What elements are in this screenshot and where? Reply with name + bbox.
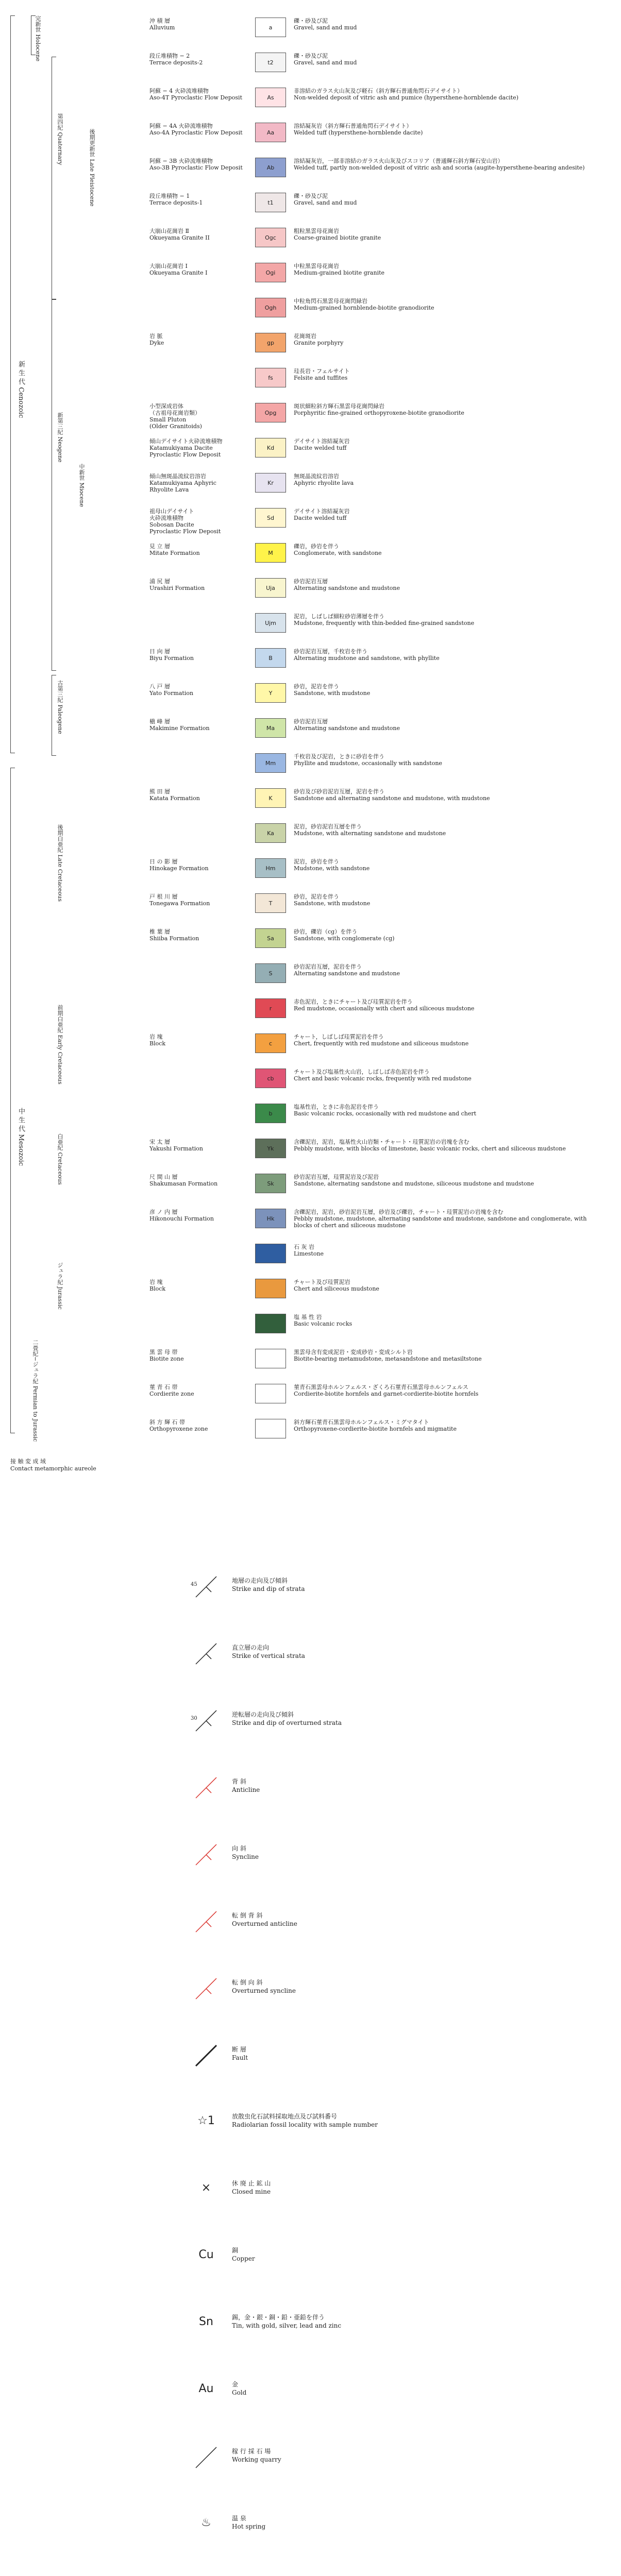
- legend-row: [149, 1066, 603, 1091]
- unit-swatch: Ka: [255, 823, 286, 843]
- legend-row: [149, 856, 603, 881]
- unit-description: デイサイト溶結凝灰岩 Dacite welded tuff: [294, 438, 350, 451]
- legend-row: [149, 15, 603, 40]
- unit-swatch: K: [255, 788, 286, 808]
- symbol-label: 転 倒 向 斜 Overturned syncline: [232, 1979, 296, 1994]
- era-cretaceous: 白亜紀 Cretaceous: [57, 1133, 63, 1185]
- symbol-label: 逆転層の走向及び傾斜 Strike and dip of overturned strata: [232, 1711, 342, 1726]
- symbol-label: 金 Gold: [232, 2381, 247, 2396]
- unit-swatch: Hk: [255, 1209, 286, 1228]
- unit-description: 塩 基 性 岩 Basic volcanic rocks: [294, 1314, 353, 1327]
- unit-description: チャート及び塩基性火山岩，しばしば赤色泥岩を伴う Chert and basic volcanic rocks, frequently with red mudstone: [294, 1069, 472, 1082]
- legend-row: [149, 436, 603, 461]
- legend-row: [149, 1137, 603, 1161]
- unit-description: 砂岩及び砂岩泥岩互層，泥岩を伴う Sandstone and alternating sandstone and mudstone, with mudstone: [294, 788, 490, 802]
- strike-dip-icon: [191, 1571, 222, 1602]
- unit-swatch: b: [255, 1104, 286, 1123]
- legend-row: [149, 786, 603, 811]
- unit-description: 礫・砂及び泥 Gravel, sand and mud: [294, 53, 357, 66]
- unit-description: 泥岩，砂岩泥岩互層を伴う Mudstone, with alternating sandstone and mudstone: [294, 823, 446, 837]
- anticline-icon: [191, 1772, 222, 1803]
- symbol-row: [191, 2442, 448, 2483]
- quaternary-brace: [52, 57, 56, 300]
- unit-description: デイサイト溶結凝灰岩 Dacite welded tuff: [294, 508, 350, 521]
- legend-row: [149, 1417, 603, 1442]
- unit-name: 熊 田 層 Katata Formation: [149, 788, 200, 802]
- unit-name: 宋 太 層 Yakushi Formation: [149, 1139, 204, 1152]
- legend-row: [149, 821, 603, 846]
- unit-description: 珪長岩・フェルサイト Felsite and tuffites: [294, 368, 350, 381]
- unit-swatch: As: [255, 88, 286, 107]
- unit-description: 砂岩泥岩互層 Alternating sandstone and mudstone: [294, 718, 400, 732]
- legend-row: [149, 156, 603, 180]
- legend-row: [149, 1172, 603, 1196]
- unit-description: 非溶結のガラス火山灰及び軽石（斜方輝石普通角閃石デイサイト） Non-welded deposit of vitric ash and pumice (hypersthene-hornblende dacite): [294, 88, 518, 101]
- unit-name: 日 の 影 層 Hinokage Formation: [149, 858, 209, 872]
- unit-description: 砂岩泥岩互層，泥岩を伴う Alternating sandstone and mudstone: [294, 963, 400, 977]
- unit-name: 大崩山花崗岩 Ⅱ Okueyama Granite II: [149, 228, 210, 241]
- gold-icon: [191, 2375, 222, 2406]
- unit-name: 傾山デイサイト火砕流堆積物 Katamukiyama Dacite Pyroclastic Flow Deposit: [149, 438, 223, 458]
- symbol-label: 向 斜 Syncline: [232, 1845, 259, 1860]
- legend-row: [149, 1101, 603, 1126]
- unit-swatch: Sd: [255, 508, 286, 528]
- symbol-text: Sn: [199, 2315, 213, 2328]
- unit-description: 斜方輝石菫青石黒雲母ホルンフェルス・ミグマタイト Orthopyroxene-cordierite-biotite hornfels and migmatite: [294, 1419, 457, 1432]
- legend-row: [149, 1382, 603, 1406]
- legend-row: [149, 366, 603, 391]
- unit-name: 祖母山デイサイト 火砕流堆積物 Sobosan Dacite Pyroclastic Flow Deposit: [149, 508, 221, 535]
- unit-description: 含礫泥岩，泥岩，塩基性火山岩類・チャート・珪質泥岩の岩塊を含む Pebbly mudstone, with blocks of limestone, basic volcanic rocks, chert and siliceous mudstone: [294, 1139, 566, 1152]
- symbol-number: 30: [191, 1716, 197, 1721]
- unit-name: 岩 脈 Dyke: [149, 333, 164, 346]
- legend-row: [149, 261, 603, 285]
- symbol-row: [191, 1839, 448, 1880]
- symbol-label: 地層の走向及び傾斜 Strike and dip of strata: [232, 1577, 305, 1592]
- legend-row: [149, 401, 603, 430]
- unit-swatch: Yk: [255, 1139, 286, 1158]
- symbol-row: [191, 2174, 448, 2215]
- unit-swatch: Ujm: [255, 613, 286, 633]
- unit-name: 黒 雲 母 帯 Biotite zone: [149, 1349, 184, 1362]
- unit-name: 八 戸 層 Yato Formation: [149, 683, 194, 697]
- era-late-cretaceous: 後期白亜紀 Late Cretaceous: [57, 824, 63, 902]
- unit-description: 斑状細粒斜方輝石黒雲母花崗閃緑岩 Porphyritic fine-grained orthopyroxene-biotite granodiorite: [294, 403, 464, 416]
- symbol-row: [191, 2040, 448, 2081]
- symbol-text: ☆1: [197, 2114, 215, 2127]
- unit-swatch: a: [255, 18, 286, 37]
- unit-description: 泥岩，砂岩を伴う Mudstone, with sandstone: [294, 858, 370, 872]
- legend-row: [149, 1277, 603, 1301]
- legend-row: [149, 751, 603, 776]
- unit-swatch: Uja: [255, 578, 286, 598]
- era-permian-jurassic: 二畳紀−ジュラ紀 Permian to Jurassic: [32, 1340, 39, 1442]
- fault-icon: [191, 2040, 222, 2071]
- unit-swatch: [255, 1279, 286, 1298]
- unit-name: 日 向 層 Biyu Formation: [149, 648, 194, 662]
- unit-description: 中粒黒雲母花崗岩 Medium-grained biotite granite: [294, 263, 385, 276]
- unit-name: 彦 ノ 内 層 Hikonouchi Formation: [149, 1209, 214, 1222]
- symbol-text: Au: [198, 2382, 214, 2395]
- unit-swatch: [255, 1384, 286, 1403]
- symbol-row: [191, 2509, 448, 2550]
- legend-row: [149, 891, 603, 916]
- closed-mine-icon: [191, 2174, 222, 2205]
- unit-swatch: [255, 1349, 286, 1368]
- copper-icon: [191, 2241, 222, 2272]
- unit-description: 泥岩，しばしば細粒砂岩薄層を伴う Mudstone, frequently with thin-bedded fine-grained sandstone: [294, 613, 475, 626]
- unit-swatch: [255, 1419, 286, 1438]
- unit-swatch: B: [255, 648, 286, 668]
- unit-name: 阿蘇 − 4 火砕流堆積物 Aso-4T Pyroclastic Flow Deposit: [149, 88, 242, 101]
- legend-row: [149, 576, 603, 601]
- unit-name: 浦 尻 層 Urashiri Formation: [149, 578, 205, 591]
- unit-swatch: Ma: [255, 718, 286, 738]
- legend-row: [149, 296, 603, 320]
- symbol-label: 転 倒 背 斜 Overturned anticline: [232, 1912, 297, 1927]
- unit-swatch: [255, 1244, 286, 1263]
- unit-name: 小型深成岩体 （古祖母花崗岩類） Small Pluton (Older Granitoids): [149, 403, 202, 430]
- legend-row: [149, 681, 603, 706]
- era-cenozoic: 新 生 代 Cenozoic: [17, 361, 25, 418]
- unit-name: 槇 峰 層 Makimine Formation: [149, 718, 210, 732]
- unit-swatch: Y: [255, 683, 286, 703]
- unit-name: 見 立 層 Mitate Formation: [149, 543, 200, 556]
- legend-row: [149, 1347, 603, 1371]
- symbol-label: 背 斜 Anticline: [232, 1778, 260, 1793]
- unit-description: 含礫泥岩，泥岩，砂岩泥岩互層，砂岩及び礫岩，チャート・珪質泥岩の岩塊を含む Pebbly mudstone, mudstone, alternating sandstone and mudstone, sandstone and conglomerate, with blocks of chert and siliceous mudstone: [294, 1209, 587, 1229]
- legend-row: [149, 1031, 603, 1056]
- tin-icon: [191, 2308, 222, 2339]
- unit-name: 岩 塊 Block: [149, 1033, 166, 1047]
- overturned-strata-icon: [191, 1705, 222, 1736]
- legend-row: [149, 471, 603, 496]
- symbol-label: 休 廃 止 鉱 山 Closed mine: [232, 2180, 271, 2195]
- unit-swatch: Opg: [255, 403, 286, 422]
- unit-description: 砂岩泥岩互層，珪質泥岩及び泥岩 Sandstone, alternating sandstone and mudstone, siliceous mudstone and mudstone: [294, 1174, 534, 1187]
- legend-row: [149, 716, 603, 741]
- unit-description: 砂岩泥岩互層，千枚岩を伴う Alternating mudstone and sandstone, with phyllite: [294, 648, 440, 662]
- unit-swatch: t2: [255, 53, 286, 72]
- symbol-row: [191, 2375, 448, 2416]
- unit-swatch: S: [255, 963, 286, 983]
- unit-name: 岩 塊 Block: [149, 1279, 166, 1292]
- legend-row: [149, 646, 603, 671]
- unit-swatch: M: [255, 543, 286, 563]
- unit-swatch: Mm: [255, 753, 286, 773]
- era-jurassic: ジュラ紀 Jurassic: [57, 1262, 63, 1310]
- unit-name: 阿蘇 − 4A 火砕流堆積物 Aso-4A Pyroclastic Flow Deposit: [149, 123, 243, 136]
- unit-description: 砂岩泥岩互層 Alternating sandstone and mudstone: [294, 578, 400, 591]
- unit-description: 溶結凝灰岩（斜方輝石普通角閃石デイサイト） Welded tuff (hypersthene-hornblende dacite): [294, 123, 423, 136]
- unit-name: 沖 積 層 Alluvium: [149, 18, 175, 31]
- symbol-row: [191, 2241, 448, 2282]
- era-quaternary: 第四紀 Quaternary: [57, 113, 63, 165]
- era-mesozoic: 中 生 代 Mesozoic: [17, 1108, 25, 1166]
- unit-swatch: Ogi: [255, 263, 286, 282]
- contact-metamorphic-label: 接 触 変 成 域 Contact metamorphic aureole: [10, 1458, 96, 1472]
- legend-row: [149, 121, 603, 145]
- symbol-row: [191, 1638, 448, 1680]
- unit-description: 砂岩，泥岩を伴う Sandstone, with mudstone: [294, 893, 371, 907]
- symbol-number: 45: [191, 1582, 197, 1587]
- legend-row: [149, 331, 603, 355]
- neogene-brace: [52, 299, 56, 671]
- era-late-pleistocene: 後期更新世 Late Pleistocene: [89, 129, 95, 207]
- symbol-label: 銅 Copper: [232, 2247, 255, 2262]
- unit-name: 斜 方 輝 石 帯 Orthopyroxene zone: [149, 1419, 208, 1432]
- era-miocene: 中新世 Miocene: [78, 464, 85, 507]
- era-neogene: 新第三紀 Neogene: [57, 412, 63, 463]
- hot-spring-icon: [191, 2509, 222, 2540]
- unit-description: 塩基性岩，ときに赤色泥岩を伴う Basic volcanic rocks, occasionally with red mudstone and chert: [294, 1104, 477, 1117]
- legend-row: [149, 50, 603, 75]
- unit-description: 礫岩，砂岩を伴う Conglomerate, with sandstone: [294, 543, 382, 556]
- unit-description: 粗粒黒雲母花崗岩 Coarse-grained biotite granite: [294, 228, 381, 241]
- unit-name: 段丘堆積物 − 1 Terrace deposits-1: [149, 193, 203, 206]
- era-early-cretaceous: 前期白亜紀 Early Cretaceous: [57, 1005, 63, 1084]
- unit-swatch: Sk: [255, 1174, 286, 1193]
- vertical-strata-icon: [191, 1638, 222, 1669]
- unit-swatch: r: [255, 998, 286, 1018]
- fossil-locality-icon: [191, 2107, 222, 2138]
- symbol-row: [191, 2308, 448, 2349]
- legend-row: [149, 1312, 603, 1336]
- unit-description: 中粒角閃石黒雲母花崗閃緑岩 Medium-grained hornblende-biotite granodiorite: [294, 298, 434, 311]
- unit-name: 戸 根 川 層 Tonegawa Formation: [149, 893, 210, 907]
- unit-swatch: Aa: [255, 123, 286, 142]
- symbol-row: [191, 1973, 448, 2014]
- unit-name: 大崩山花崗岩 Ⅰ Okueyama Granite I: [149, 263, 208, 276]
- unit-swatch: [255, 1314, 286, 1333]
- unit-swatch: Ab: [255, 158, 286, 177]
- unit-name: 阿蘇 − 3B 火砕流堆積物 Aso-3B Pyroclastic Flow Deposit: [149, 158, 243, 171]
- era-holocene: 完新世 Holocene: [35, 15, 41, 62]
- unit-description: 礫・砂及び泥 Gravel, sand and mud: [294, 193, 357, 206]
- symbol-label: 稼 行 採 石 場 Working quarry: [232, 2448, 281, 2463]
- overturned-syncline-icon: [191, 1973, 222, 2004]
- unit-swatch: Ogh: [255, 298, 286, 317]
- unit-swatch: Sa: [255, 928, 286, 948]
- legend-row: [149, 961, 603, 986]
- unit-description: 赤色泥岩，ときにチャート及び珪質泥岩を伴う Red mudstone, occasionally with chert and siliceous mudstone: [294, 998, 475, 1012]
- legend-row: [149, 506, 603, 535]
- era-paleogene: 古第三紀 Paleogene: [57, 680, 63, 734]
- legend-row: [149, 541, 603, 566]
- symbol-row: [191, 1571, 448, 1613]
- unit-swatch: T: [255, 893, 286, 913]
- unit-name: 菫 青 石 帯 Cordierite zone: [149, 1384, 194, 1397]
- legend-row: [149, 926, 603, 951]
- unit-description: 石 灰 岩 Limestone: [294, 1244, 324, 1257]
- unit-name: 段丘堆積物 − 2 Terrace deposits-2: [149, 53, 203, 66]
- unit-swatch: gp: [255, 333, 286, 352]
- unit-swatch: Ogc: [255, 228, 286, 247]
- symbol-row: [191, 1772, 448, 1814]
- unit-description: 砂岩，礫岩（cg）を伴う Sandstone, with conglomerate (cg): [294, 928, 395, 942]
- unit-name: 傾山無斑晶流紋岩溶岩 Katamukiyama Aphyric Rhyolite Lava: [149, 473, 216, 493]
- overturned-anticline-icon: [191, 1906, 222, 1937]
- legend-row: [149, 996, 603, 1021]
- symbol-row: [191, 1705, 448, 1747]
- unit-description: 溶結凝灰岩，一部非溶結のガラス火山灰及びスコリア（普通輝石斜方輝石安山岩） Welded tuff, partly non-welded deposit of vitric ash and scoria (augite-hypersthene-bearing andesite): [294, 158, 585, 171]
- symbol-row: [191, 2107, 448, 2148]
- unit-swatch: fs: [255, 368, 286, 387]
- unit-description: 無斑晶流紋岩溶岩 Aphyric rhyolite lava: [294, 473, 354, 486]
- unit-description: チャート，しばしば珪質泥岩を伴う Chert, frequently with red mudstone and siliceous mudstone: [294, 1033, 469, 1047]
- unit-swatch: Hm: [255, 858, 286, 878]
- legend-row: [149, 86, 603, 110]
- legend-row: [149, 226, 603, 250]
- unit-name: 椎 葉 層 Shiiba Formation: [149, 928, 199, 942]
- symbol-label: 放散虫化石試料採取地点及び試料番号 Radiolarian fossil locality with sample number: [232, 2113, 378, 2128]
- symbol-label: 温 泉 Hot spring: [232, 2515, 266, 2530]
- unit-swatch: c: [255, 1033, 286, 1053]
- quarry-icon: [191, 2442, 222, 2473]
- unit-swatch: Kd: [255, 438, 286, 457]
- symbol-text: ×: [201, 2181, 211, 2194]
- unit-description: 黒雲母含有変成泥岩・変成砂岩・変成シルト岩 Biotite-bearing metamudstone, metasandstone and metasiltstone: [294, 1349, 482, 1362]
- legend-row: [149, 191, 603, 215]
- cenozoic-brace: [10, 15, 15, 753]
- legend-row: [149, 611, 603, 636]
- unit-description: 花崗斑岩 Granite porphyry: [294, 333, 344, 346]
- symbol-label: 錫，金・銀・銅・鉛・亜鉛を伴う Tin, with gold, silver, lead and zinc: [232, 2314, 342, 2329]
- unit-swatch: Kr: [255, 473, 286, 493]
- symbol-row: [191, 1906, 448, 1947]
- mesozoic-brace: [10, 768, 15, 1433]
- unit-description: チャート及び珪質泥岩 Chert and siliceous mudstone: [294, 1279, 379, 1292]
- syncline-icon: [191, 1839, 222, 1870]
- unit-swatch: t1: [255, 193, 286, 212]
- unit-description: 砂岩，泥岩を伴う Sandstone, with mudstone: [294, 683, 371, 697]
- symbol-text: ♨: [201, 2516, 211, 2529]
- symbol-label: 直立層の走向 Strike of vertical strata: [232, 1644, 305, 1659]
- symbol-label: 断 層 Fault: [232, 2046, 248, 2061]
- symbol-text: Cu: [198, 2248, 214, 2261]
- legend-row: [149, 1242, 603, 1266]
- unit-description: 礫・砂及び泥 Gravel, sand and mud: [294, 18, 357, 31]
- unit-description: 千枚岩及び泥岩，ときに砂岩を伴う Phyllite and mudstone, occasionally with sandstone: [294, 753, 442, 767]
- legend-row: [149, 1207, 603, 1231]
- unit-swatch: cb: [255, 1069, 286, 1088]
- unit-description: 菫青石黒雲母ホルンフェルス・ざくろ石菫青石黒雲母ホルンフェルス Cordierite-biotite hornfels and garnet-cordierite-biotite hornfels: [294, 1384, 479, 1397]
- unit-name: 尺 間 山 層 Shakumasan Formation: [149, 1174, 218, 1187]
